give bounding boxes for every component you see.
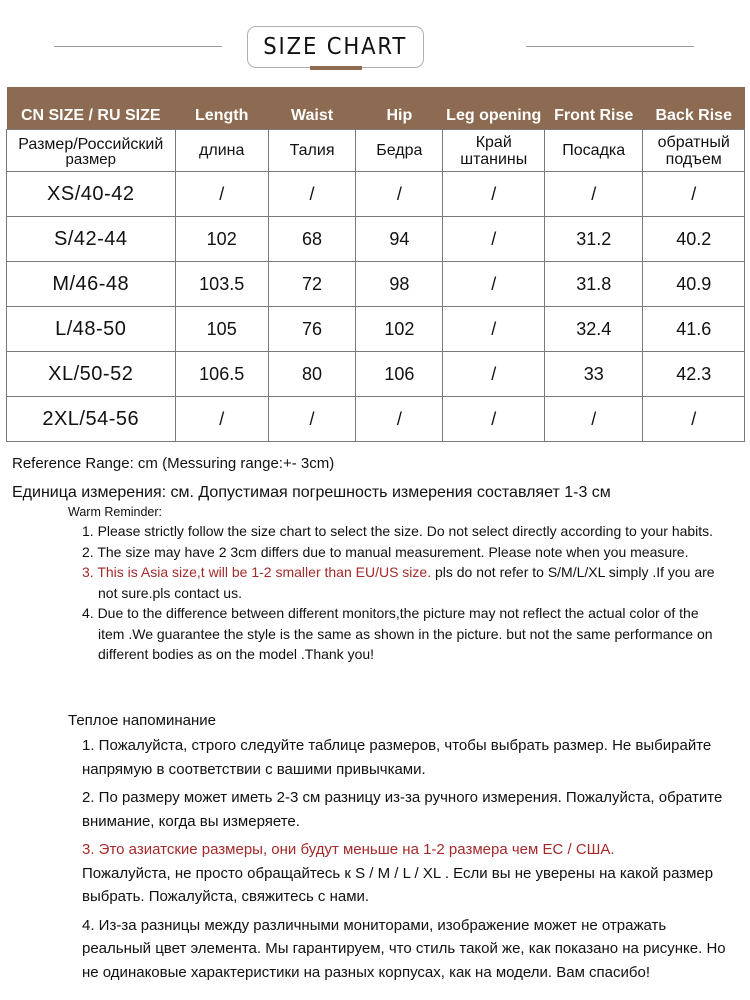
reminder-item [82, 603, 722, 665]
reminder-text: 1. Пожалуйста, строго следуйте таблице размеров, чтобы выбрать размер. Не выбирайте напрямую в соответствии с вашими привычками. [82, 737, 712, 778]
table-row [7, 307, 745, 352]
cell-length: 105 [175, 307, 268, 352]
cell-length: / [175, 397, 268, 442]
size-label: M/46-48 [7, 262, 176, 307]
size-label: XS/40-42 [7, 172, 176, 217]
column-header-waist: Waist [268, 87, 355, 130]
ru-reminder-list [82, 734, 732, 989]
cell-front-rise: / [544, 172, 642, 217]
cell-leg-opening: / [443, 307, 545, 352]
column-header-length: Length [175, 87, 268, 130]
ru-header-line: Размер/Российский [18, 135, 164, 153]
page-title: SIZE CHART [263, 34, 408, 60]
table-row [7, 217, 745, 262]
reminder-text: 1. Please strictly follow the size chart to select the size. Do not select directly according to your habits. [82, 523, 714, 539]
ru-reminder-title: Теплое напоминание [68, 712, 216, 729]
column-header-leg-opening: Leg opening [443, 87, 545, 130]
ru-header-line: обратный [657, 133, 730, 151]
ru-header-line: штанины [460, 150, 528, 168]
cell-waist: 76 [268, 307, 355, 352]
divider-right [526, 46, 694, 47]
column-header-ru-hip [356, 130, 443, 172]
reminder-highlight: 3. Это азиатские размеры, они будут меньше на 1-2 размера чем ЕС / США. [82, 841, 615, 858]
cell-waist: / [268, 172, 355, 217]
column-header-ru-length [175, 130, 268, 172]
ru-header-line: подъем [665, 150, 722, 168]
size-label: L/48-50 [7, 307, 176, 352]
cell-leg-opening: / [443, 262, 545, 307]
cell-front-rise: 31.8 [544, 262, 642, 307]
cell-hip: 98 [356, 262, 443, 307]
column-header-ru-leg-opening [443, 130, 545, 172]
ru-header-line: размер [65, 150, 116, 168]
en-reminder-list [82, 521, 722, 665]
cell-leg-opening: / [443, 397, 545, 442]
cell-leg-opening: / [443, 172, 545, 217]
cell-front-rise: / [544, 397, 642, 442]
table-row [7, 262, 745, 307]
reminder-text: 2. The size may have 2 3cm differs due to manual measurement. Please note when you measure. [82, 543, 689, 560]
reminder-item [82, 914, 732, 985]
cell-back-rise: 41.6 [643, 307, 745, 352]
size-chart-header [0, 26, 750, 70]
cell-back-rise: 40.2 [643, 217, 745, 262]
warm-reminder-title: Warm Reminder: [68, 505, 162, 519]
column-header-ru-size [7, 130, 176, 172]
cell-front-rise: 33 [544, 352, 642, 397]
size-label: 2XL/54-56 [7, 397, 176, 442]
ru-unit-note: Единица измерения: см. Допустимая погрешность измерения составляет 1-3 см [12, 484, 611, 501]
reminder-text: 4. Due to the difference between different monitors,the picture may not reflect the actual color of the item .We guarantee the style is the same as shown in the picture. but not the same performance on different bodies as on the model .Thank you! [82, 605, 713, 662]
reference-range: Reference Range: cm (Messuring range:+- 3cm) [12, 455, 335, 472]
table-row [7, 172, 745, 217]
cell-front-rise: 32.4 [544, 307, 642, 352]
divider-left [54, 46, 222, 47]
cell-hip: 94 [356, 217, 443, 262]
reminder-item [82, 838, 732, 909]
column-header-ru-front-rise [544, 130, 642, 172]
ru-header-line: Край [475, 133, 512, 151]
reminder-item [82, 542, 722, 563]
ru-header-line: Посадка [562, 142, 626, 159]
header-row-en [7, 87, 745, 130]
size-label: S/42-44 [7, 217, 176, 262]
cell-back-rise: 40.9 [643, 262, 745, 307]
cell-length: 103.5 [175, 262, 268, 307]
reminder-text: 2. По размеру может иметь 2-3 см разницу из-за ручного измерения. Пожалуйста, обратите внимание, когда вы измеряете. [82, 789, 723, 830]
cell-hip: / [356, 172, 443, 217]
reminder-item [82, 786, 732, 833]
cell-leg-opening: / [443, 217, 545, 262]
cell-length: / [175, 172, 268, 217]
cell-length: 106.5 [175, 352, 268, 397]
size-label: XL/50-52 [7, 352, 176, 397]
cell-hip: 102 [356, 307, 443, 352]
column-header-size: CN SIZE / RU SIZE [7, 87, 176, 130]
cell-back-rise: / [643, 397, 745, 442]
cell-front-rise: 31.2 [544, 217, 642, 262]
header-row-ru [7, 130, 745, 172]
cell-waist: 72 [268, 262, 355, 307]
cell-hip: / [356, 397, 443, 442]
reminder-text: Пожалуйста, не просто обращайтесь к S / M / L / XL . Если вы не уверены на какой размер выбрать. Пожалуйста, свяжитесь с нами. [82, 864, 714, 905]
ru-header-line: Талия [289, 142, 335, 159]
cell-back-rise: 42.3 [643, 352, 745, 397]
cell-waist: 68 [268, 217, 355, 262]
column-header-front-rise: Front Rise [544, 87, 642, 130]
reminder-item [82, 562, 722, 603]
cell-back-rise: / [643, 172, 745, 217]
size-table [6, 87, 745, 442]
reminder-item [82, 521, 722, 542]
reminder-highlight: 3. This is Asia size,t will be 1-2 smaller than EU/US size. [82, 564, 432, 580]
column-header-ru-back-rise [643, 130, 745, 172]
cell-length: 102 [175, 217, 268, 262]
cell-hip: 106 [356, 352, 443, 397]
title-underline [310, 66, 362, 70]
table-row [7, 397, 745, 442]
title-box [247, 26, 424, 68]
reminder-item [82, 734, 732, 781]
ru-header-line: Бедра [376, 142, 423, 159]
table-row [7, 352, 745, 397]
column-header-hip: Hip [356, 87, 443, 130]
column-header-ru-waist [268, 130, 355, 172]
reminder-text: 4. Из-за разницы между различными мониторами, изображение может не отражать реальный цвет элемента. Мы гарантируем, что стиль такой же, как показано на рисунке. Но не одинаковые характеристики на разных корпусах, как на модели. Вам спасибо! [82, 916, 726, 981]
cell-leg-opening: / [443, 352, 545, 397]
reminder-text: pls do not refer to S/M/L/XL simply .If you are not sure.pls contact us. [98, 564, 715, 601]
column-header-back-rise: Back Rise [643, 87, 745, 130]
ru-header-line: длина [199, 142, 245, 159]
cell-waist: 80 [268, 352, 355, 397]
cell-waist: / [268, 397, 355, 442]
